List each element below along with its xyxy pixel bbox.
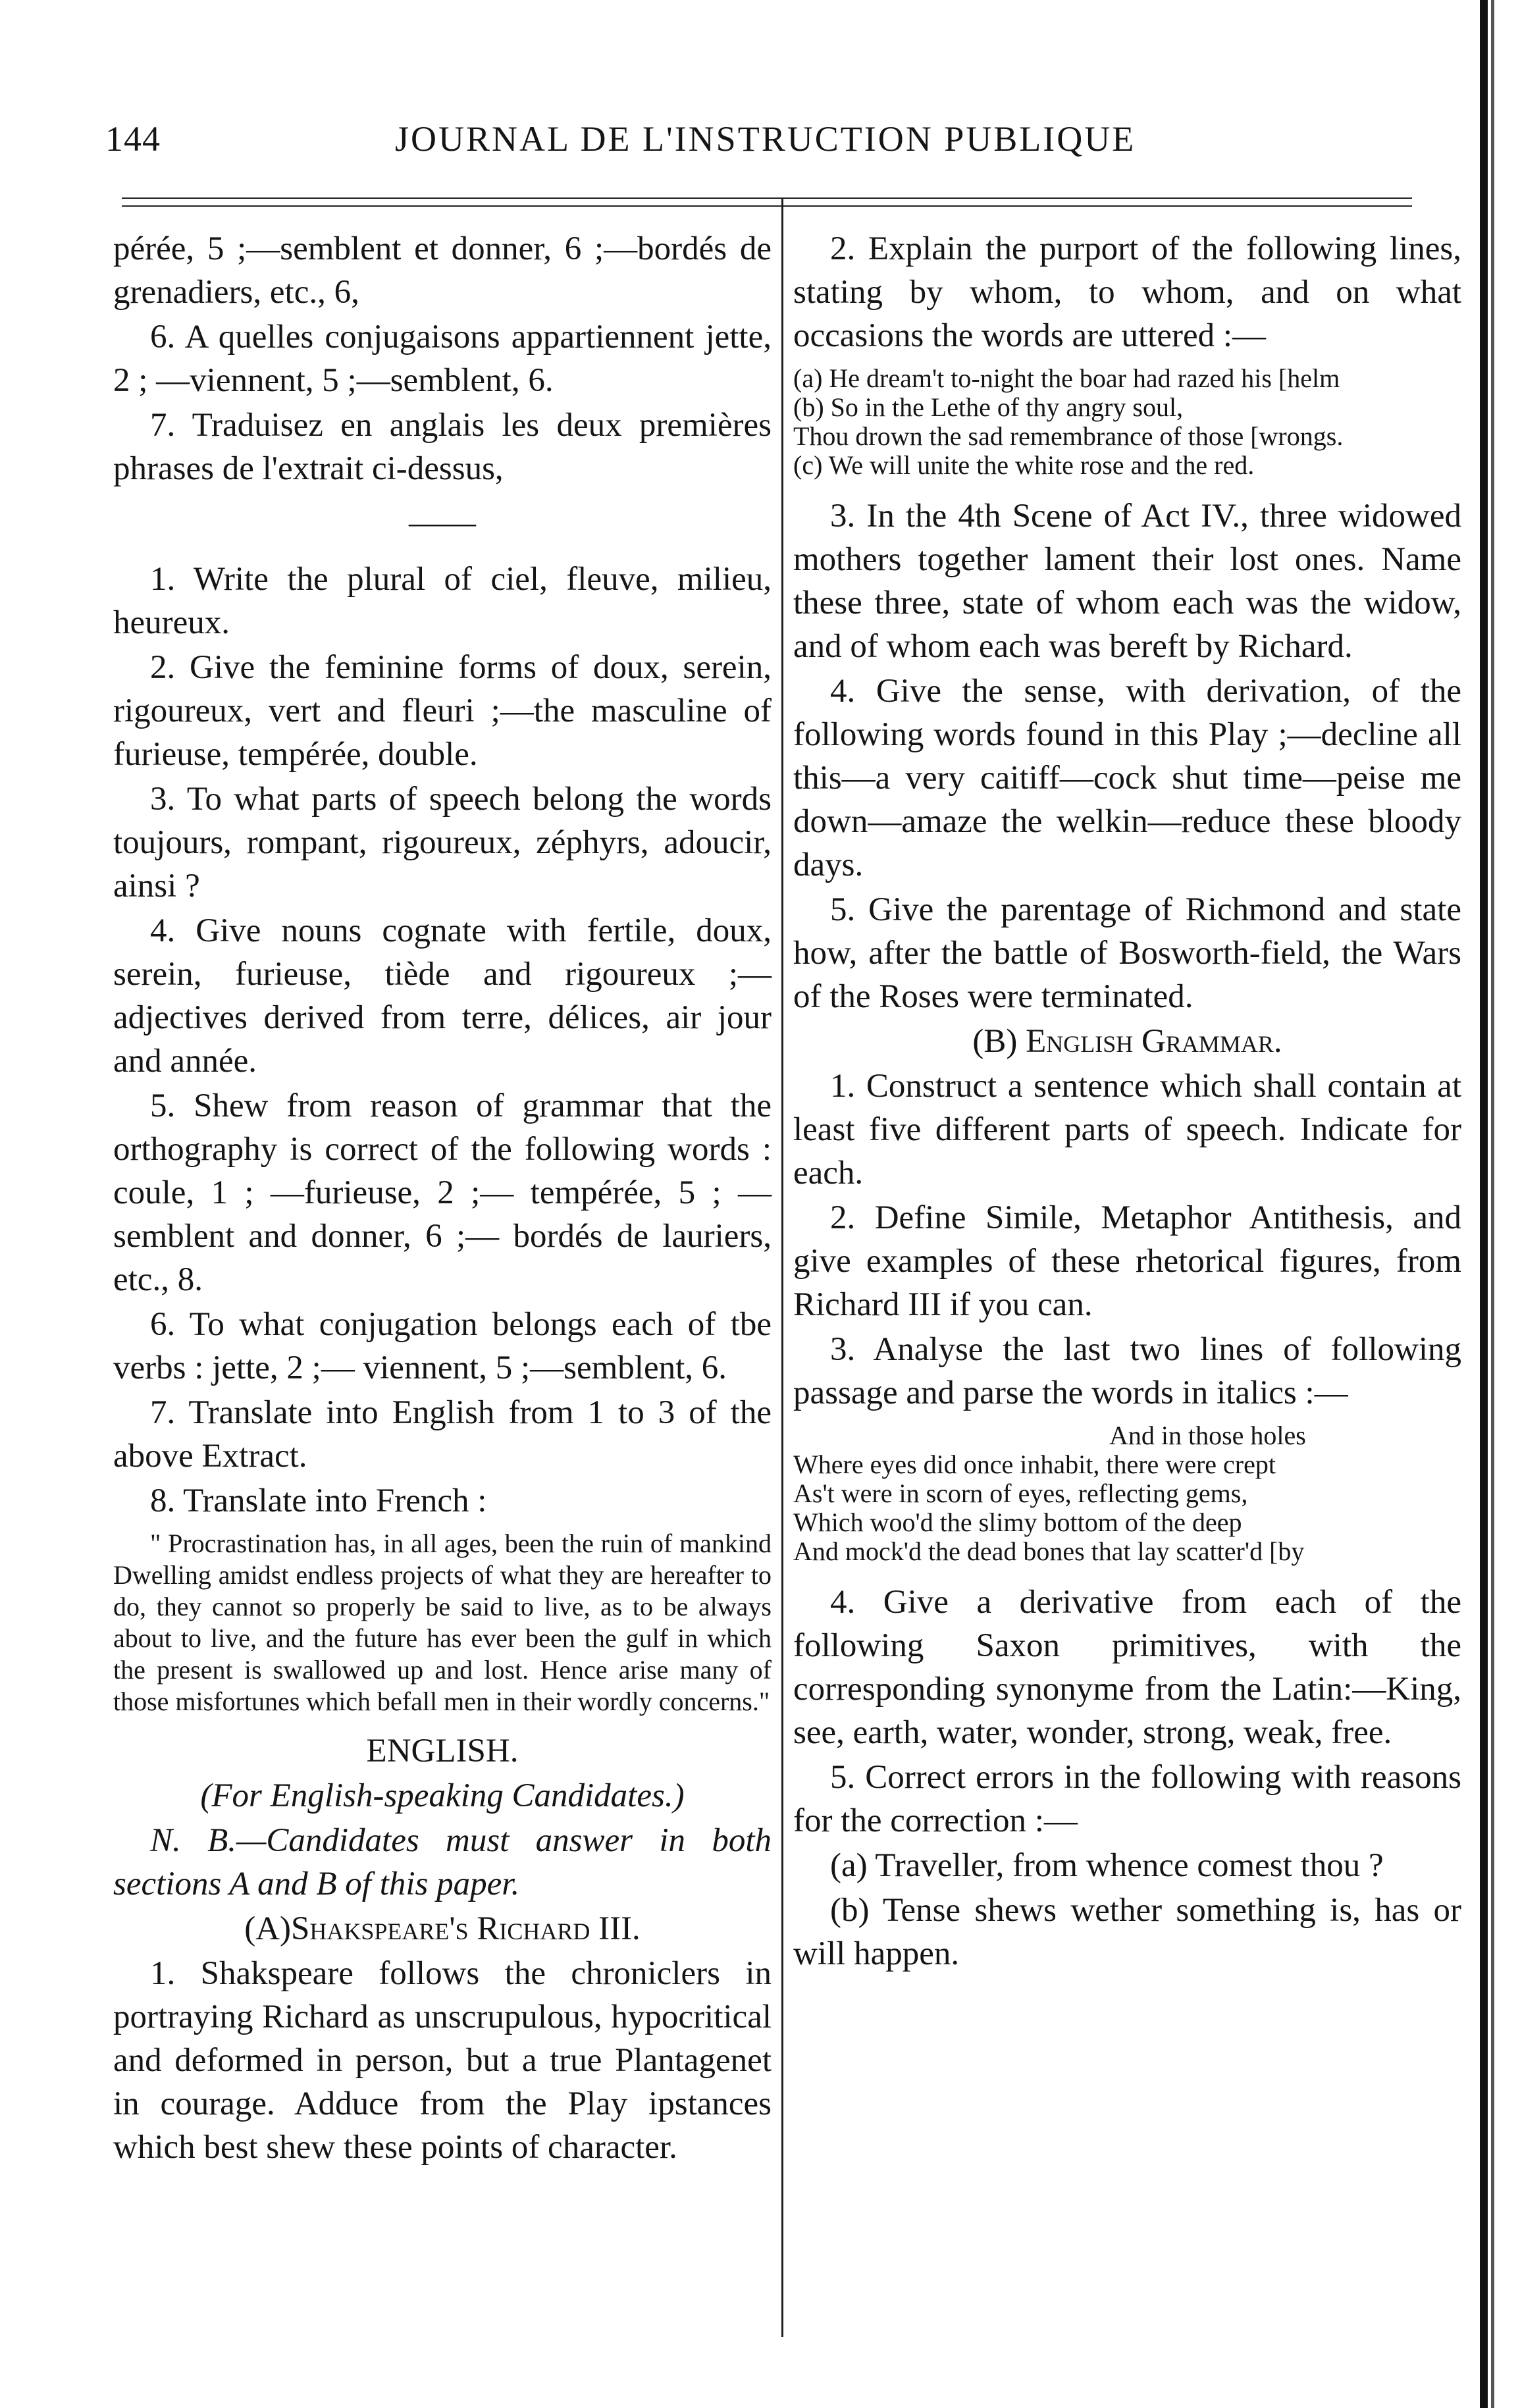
section-b-question-2: 2. Define Simile, Metaphor Antithesis, and give examples of these rhetorical figures, from Richard III if you can. [793, 1199, 1461, 1323]
section-a-question-1: 1. Shakspeare follows the chroniclers in portraying Richard as unscrupulous, hypocritical and deformed in person, but a true Plantagenet in courage. Adduce from the Play ipstances which best shew these points of character. [113, 1955, 772, 2166]
passage-line-2: Where eyes did once inhabit, there were crept [793, 1450, 1276, 1479]
section-b-question-5a: (a) Traveller, from whence comest thou ? [830, 1847, 1384, 1884]
question-5: 5. Shew from reason of grammar that the orthography is correct of the following words : coule, 1 ; —furieuse, 2 ;— tempérée, 5 ; —semblent and donner, 6 ;— bordés de lauriers, etc., 8. [113, 1087, 772, 1298]
question-2: 2. Give the feminine forms of doux, serein, rigoureux, vert and fleuri ;—the masculine of furieuse, tempérée, double. [113, 649, 772, 773]
header-rule-bottom [122, 205, 1412, 207]
question-8: 8. Translate into French : [150, 1482, 487, 1519]
french-question-7: 7. Traduisez en anglais les deux premières phrases de l'extrait ci-dessus, [113, 407, 772, 487]
page-header [105, 118, 1172, 171]
section-a-question-4: 4. Give the sense, with derivation, of the following words found in this Play ;—decline all this—a very caitiff—cock shut time—peise me down—amaze the welkin—reduce these bloody days. [793, 673, 1461, 883]
section-separator: —— [409, 504, 476, 541]
section-a-heading: (A)Shakspeare's Richard III. [244, 1910, 641, 1947]
question-1: 1. Write the plural of ciel, fleuve, milieu, heureux. [113, 561, 772, 641]
question-6: 6. To what conjugation belongs each of tbe verbs : jette, 2 ;— viennent, 5 ;—semblent, 6. [113, 1306, 772, 1386]
passage-line-3: As't were in scorn of eyes, reflecting gems, [793, 1479, 1248, 1508]
section-b-question-4: 4. Give a derivative from each of the following Saxon primitives, with the corresponding synonyme from the Latin:—King, see, earth, water, wonder, strong, weak, free. [793, 1584, 1461, 1751]
verse-a: (a) He dream't to-night the boar had razed his [helm [793, 363, 1340, 393]
english-heading: ENGLISH. [366, 1733, 519, 1769]
french-continuation: pérée, 5 ;—semblent et donner, 6 ;—bordés de grenadiers, etc., 6, [113, 230, 772, 311]
question-4: 4. Give nouns cognate with fertile, doux, serein, furieuse, tiède and rigoureux ;—adjectives derived from terre, délices, air jour and année. [113, 912, 772, 1080]
passage-line-1: And in those holes [1109, 1421, 1306, 1450]
page-edge-shadow [1480, 0, 1488, 2408]
section-a-question-2: 2. Explain the purport of the following lines, stating by whom, to whom, and on what occasions the words are uttered :— [793, 230, 1461, 354]
question-3: 3. To what parts of speech belong the words toujours, rompant, rigoureux, zéphyrs, adoucir, ainsi ? [113, 781, 772, 904]
analysis-passage [793, 1421, 1461, 1566]
question-7: 7. Translate into English from 1 to 3 of the above Extract. [113, 1394, 772, 1475]
passage-line-4: Which woo'd the slimy bottom of the deep [793, 1507, 1242, 1537]
column-divider [781, 197, 783, 2337]
section-b-question-1: 1. Construct a sentence which shall contain at least five different parts of speech. Indicate for each. [793, 1068, 1461, 1191]
header-rule-top [122, 197, 1412, 199]
verse-c: (c) We will unite the white rose and the red. [793, 450, 1255, 480]
section-b-question-5b: (b) Tense shews wether something is, has or will happen. [793, 1892, 1461, 1972]
verse-b-line-1: (b) So in the Lethe of thy angry soul, [793, 392, 1184, 422]
section-a-question-3: 3. In the 4th Scene of Act IV., three widowed mothers together lament their lost ones. Name these three, state of whom each was the widow, and of whom each was bereft by Richard. [793, 498, 1461, 665]
left-column [113, 227, 772, 2170]
nota-bene: N. B.—Candidates must answer in both sections A and B of this paper. [113, 1822, 772, 1902]
passage-line-5: And mock'd the dead bones that lay scatter'd [by [793, 1536, 1305, 1566]
section-b-question-3: 3. Analyse the last two lines of following passage and parse the words in italics :— [793, 1331, 1461, 1411]
section-a-question-5: 5. Give the parentage of Richmond and state how, after the battle of Bosworth-field, the Wars of the Roses were terminated. [793, 891, 1461, 1015]
right-column [793, 227, 1461, 1977]
translation-passage: " Procrastination has, in all ages, been the ruin of mankind Dwelling amidst endless projects of what they are hereafter to do, they cannot so properly be said to live, as to be always about to live, and the future has ever been the gulf in which the present is swallowed up and lost. Hence arise many of those misfortunes which befall men in their wordly concerns." [113, 1529, 772, 1716]
page-edge-shadow-light [1491, 0, 1494, 2408]
section-b-heading: (B) English Grammar. [972, 1023, 1282, 1060]
page-number: 144 [105, 119, 161, 159]
verse-b-line-2: Thou drown the sad remembrance of those [wrongs. [793, 421, 1344, 451]
verse-quotations [793, 364, 1461, 480]
english-subheading: (For English-speaking Candidates.) [200, 1777, 685, 1814]
journal-title: JOURNAL DE L'INSTRUCTION PUBLIQUE [395, 119, 1136, 159]
french-question-6: 6. A quelles conjugaisons appartiennent jette, 2 ; —viennent, 5 ;—semblent, 6. [113, 319, 772, 399]
section-b-question-5: 5. Correct errors in the following with reasons for the correction :— [793, 1759, 1461, 1839]
